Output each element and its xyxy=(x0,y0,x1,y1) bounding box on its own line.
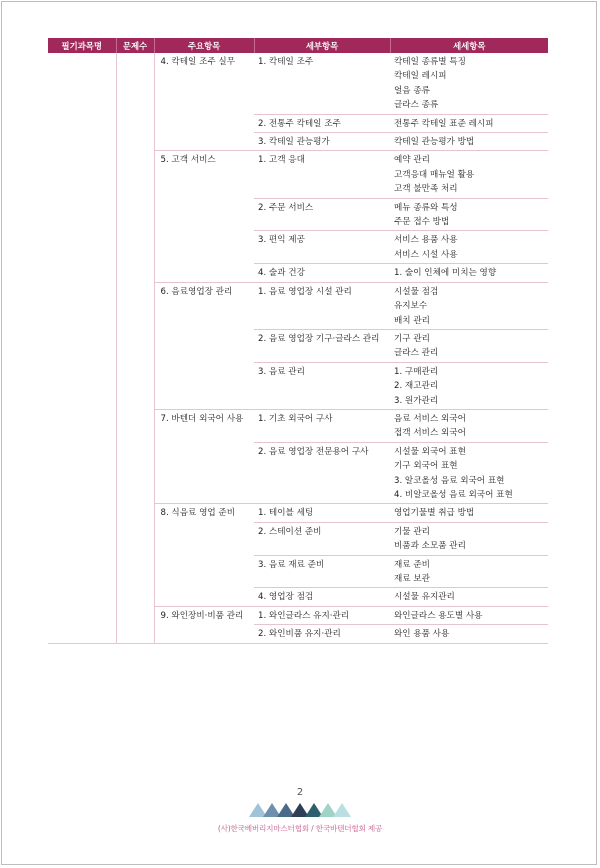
sub-item-line: 메뉴 종류와 특성 xyxy=(394,202,458,213)
page-footer xyxy=(0,786,600,834)
subject-cell xyxy=(48,442,116,504)
detail-item-cell: 4. 영업장 점검 xyxy=(254,588,390,606)
sub-item-cell xyxy=(390,606,548,624)
sub-item-line: 주문 접수 방법 xyxy=(394,217,450,228)
sub-item-line: 예약 관리 xyxy=(394,155,430,166)
question-count-cell xyxy=(116,198,154,231)
sub-item-line: 유지보수 xyxy=(394,301,428,312)
detail-item-cell: 2. 음료 영업장 전문용어 구사 xyxy=(254,442,390,504)
sub-item-line: 1. 술이 인체에 미치는 영향 xyxy=(394,268,497,279)
detail-item-cell: 1. 음료 영업장 시설 관리 xyxy=(254,282,390,329)
detail-item-cell: 3. 음료 재료 준비 xyxy=(254,555,390,588)
sub-item-cell xyxy=(390,53,548,114)
detail-item-cell: 2. 음료 영업장 기구·글라스 관리 xyxy=(254,329,390,362)
sub-item-cell xyxy=(390,282,548,329)
major-item-cell xyxy=(154,329,254,362)
sub-item-line: 서비스 용품 사용 xyxy=(394,235,458,246)
sub-item-line: 와인글라스 용도별 사용 xyxy=(394,610,483,621)
detail-item-cell: 1. 고객 응대 xyxy=(254,151,390,198)
question-count-cell xyxy=(116,625,154,643)
major-item-cell xyxy=(154,442,254,504)
sub-item-line: 접객 서비스 외국어 xyxy=(394,428,466,439)
sub-item-line: 영업기물별 취급 방법 xyxy=(394,508,475,519)
footer-triangle-logo xyxy=(0,803,600,817)
sub-item-line: 시설물 외국어 표현 xyxy=(394,446,466,457)
table-body xyxy=(48,53,548,643)
table-row xyxy=(48,588,548,606)
table-row xyxy=(48,555,548,588)
sub-item-cell xyxy=(390,522,548,555)
major-item-cell xyxy=(154,555,254,588)
sub-item-cell xyxy=(390,198,548,231)
question-count-cell xyxy=(116,504,154,522)
sub-item-line: 전통주 칵테일 표준 레시피 xyxy=(394,118,494,129)
question-count-cell xyxy=(116,555,154,588)
major-item-cell: 6. 음료영업장 관리 xyxy=(154,282,254,329)
sub-item-cell xyxy=(390,504,548,522)
sub-item-line: 재료 준비 xyxy=(394,559,430,570)
sub-item-cell xyxy=(390,329,548,362)
detail-item-cell: 4. 술과 건강 xyxy=(254,264,390,282)
sub-item-cell xyxy=(390,555,548,588)
sub-item-line: 칵테일 레시피 xyxy=(394,71,447,82)
syllabus-table-container xyxy=(48,38,548,644)
subject-cell xyxy=(48,522,116,555)
table-row xyxy=(48,231,548,264)
sub-item-line: 시설물 점검 xyxy=(394,286,439,297)
question-count-cell xyxy=(116,329,154,362)
detail-item-cell: 1. 와인글라스 유지·관리 xyxy=(254,606,390,624)
question-count-cell xyxy=(116,133,154,151)
sub-item-line: 시설물 유지관리 xyxy=(394,592,455,603)
detail-item-cell: 3. 칵테일 관능평가 xyxy=(254,133,390,151)
major-item-cell xyxy=(154,133,254,151)
sub-item-cell xyxy=(390,264,548,282)
sub-item-cell xyxy=(390,409,548,442)
subject-cell xyxy=(48,625,116,643)
sub-item-cell xyxy=(390,114,548,132)
header-question-count: 문제수 xyxy=(116,38,154,53)
table-row xyxy=(48,282,548,329)
question-count-cell xyxy=(116,522,154,555)
sub-item-line: 기구 관리 xyxy=(394,333,430,344)
sub-item-line: 기구 외국어 표현 xyxy=(394,461,458,472)
table-header-row xyxy=(48,38,548,53)
detail-item-cell: 2. 와인비품 유지·관리 xyxy=(254,625,390,643)
sub-item-cell xyxy=(390,362,548,409)
major-item-cell: 4. 칵테일 조주 실무 xyxy=(160,57,236,67)
major-item-cell: 7. 바텐더 외국어 사용 xyxy=(154,409,254,442)
sub-item-line: 비품과 소모품 관리 xyxy=(394,541,466,552)
table-row xyxy=(48,409,548,442)
sub-item-line: 4. 비알코올성 음료 외국어 표현 xyxy=(394,489,513,500)
question-count-cell xyxy=(116,282,154,329)
sub-item-line: 고객응대 매뉴얼 활용 xyxy=(394,169,475,180)
table-row xyxy=(48,442,548,504)
detail-item-cell: 2. 주문 서비스 xyxy=(254,198,390,231)
question-count-cell xyxy=(116,114,154,132)
table-row xyxy=(48,264,548,282)
subject-cell xyxy=(48,53,116,114)
sub-item-line: 칵테일 종류별 특징 xyxy=(394,57,466,67)
detail-item-cell: 2. 전통주 칵테일 조주 xyxy=(254,114,390,132)
detail-item-cell: 1. 칵테일 조주 xyxy=(258,57,314,67)
table-row xyxy=(48,504,548,522)
subject-cell xyxy=(48,555,116,588)
sub-item-line: 2. 재고관리 xyxy=(394,381,439,392)
detail-item-cell: 3. 편익 제공 xyxy=(254,231,390,264)
sub-item-line: 칵테일 관능평가 방법 xyxy=(394,137,475,148)
syllabus-table xyxy=(48,38,548,644)
subject-cell xyxy=(48,282,116,329)
sub-item-line: 기물 관리 xyxy=(394,526,430,537)
major-item-cell: 9. 와인장비·비품 관리 xyxy=(154,606,254,624)
question-count-cell xyxy=(116,264,154,282)
sub-item-line: 서비스 시설 사용 xyxy=(394,249,458,260)
subject-cell xyxy=(48,504,116,522)
question-count-cell xyxy=(116,53,154,114)
question-count-cell xyxy=(116,588,154,606)
sub-item-line: 음료 서비스 외국어 xyxy=(394,413,466,424)
sub-item-cell xyxy=(390,231,548,264)
major-item-cell xyxy=(154,362,254,409)
sub-item-cell xyxy=(390,625,548,643)
subject-cell xyxy=(48,151,116,198)
table-row xyxy=(48,198,548,231)
subject-cell xyxy=(48,133,116,151)
major-item-cell xyxy=(154,522,254,555)
sub-item-line: 얼음 종류 xyxy=(394,85,430,96)
sub-item-line: 글라스 관리 xyxy=(394,348,439,359)
major-item-cell: 5. 고객 서비스 xyxy=(154,151,254,198)
table-row xyxy=(48,114,548,132)
subject-cell xyxy=(48,114,116,132)
major-item-cell xyxy=(154,588,254,606)
question-count-cell xyxy=(116,362,154,409)
sub-item-line: 재료 보관 xyxy=(394,574,430,584)
header-detail-item: 세부항목 xyxy=(254,38,390,53)
table-row xyxy=(48,329,548,362)
question-count-cell xyxy=(116,606,154,624)
sub-item-line: 3. 알코올성 음료 외국어 표현 xyxy=(394,475,505,486)
table-row xyxy=(48,133,548,151)
question-count-cell xyxy=(116,151,154,198)
sub-item-line: 글라스 종류 xyxy=(394,100,439,111)
table-row xyxy=(48,522,548,555)
question-count-cell xyxy=(116,409,154,442)
sub-item-cell xyxy=(390,442,548,504)
sub-item-cell xyxy=(390,151,548,198)
subject-cell xyxy=(48,606,116,624)
major-item-cell: 8. 식음료 영업 준비 xyxy=(154,504,254,522)
table-row xyxy=(48,53,548,114)
sub-item-cell xyxy=(390,133,548,151)
subject-cell xyxy=(48,362,116,409)
header-major-item: 주요항목 xyxy=(154,38,254,53)
subject-cell xyxy=(48,329,116,362)
table-row xyxy=(48,606,548,624)
sub-item-line: 1. 구매관리 xyxy=(394,366,439,377)
detail-item-cell: 1. 기초 외국어 구사 xyxy=(254,409,390,442)
table-row xyxy=(48,625,548,643)
detail-item-cell: 1. 테이블 세팅 xyxy=(254,504,390,522)
sub-item-line: 와인 용품 사용 xyxy=(394,629,450,640)
sub-item-cell xyxy=(390,588,548,606)
subject-cell xyxy=(48,409,116,442)
page-number: 2 xyxy=(296,787,304,798)
subject-cell xyxy=(48,198,116,231)
major-item-cell xyxy=(154,625,254,643)
question-count-cell xyxy=(116,231,154,264)
subject-cell xyxy=(48,588,116,606)
sub-item-line: 배치 관리 xyxy=(394,315,430,326)
header-subject: 필기과목명 xyxy=(48,38,116,53)
major-item-cell xyxy=(154,231,254,264)
publisher-credit: (사)한국베버리지마스터협회 / 한국바텐더협회 제공 xyxy=(217,824,383,833)
detail-item-cell: 3. 음료 관리 xyxy=(254,362,390,409)
sub-item-line: 3. 원가관리 xyxy=(394,395,439,406)
question-count-cell xyxy=(116,442,154,504)
major-item-cell xyxy=(154,114,254,132)
header-sub-item: 세세항목 xyxy=(390,38,548,53)
table-row xyxy=(48,362,548,409)
sub-item-line: 고객 불만족 처리 xyxy=(394,184,458,195)
major-item-cell xyxy=(154,264,254,282)
subject-cell xyxy=(48,231,116,264)
subject-cell xyxy=(48,264,116,282)
major-item-cell xyxy=(154,198,254,231)
table-row xyxy=(48,151,548,198)
detail-item-cell: 2. 스테이션 준비 xyxy=(254,522,390,555)
